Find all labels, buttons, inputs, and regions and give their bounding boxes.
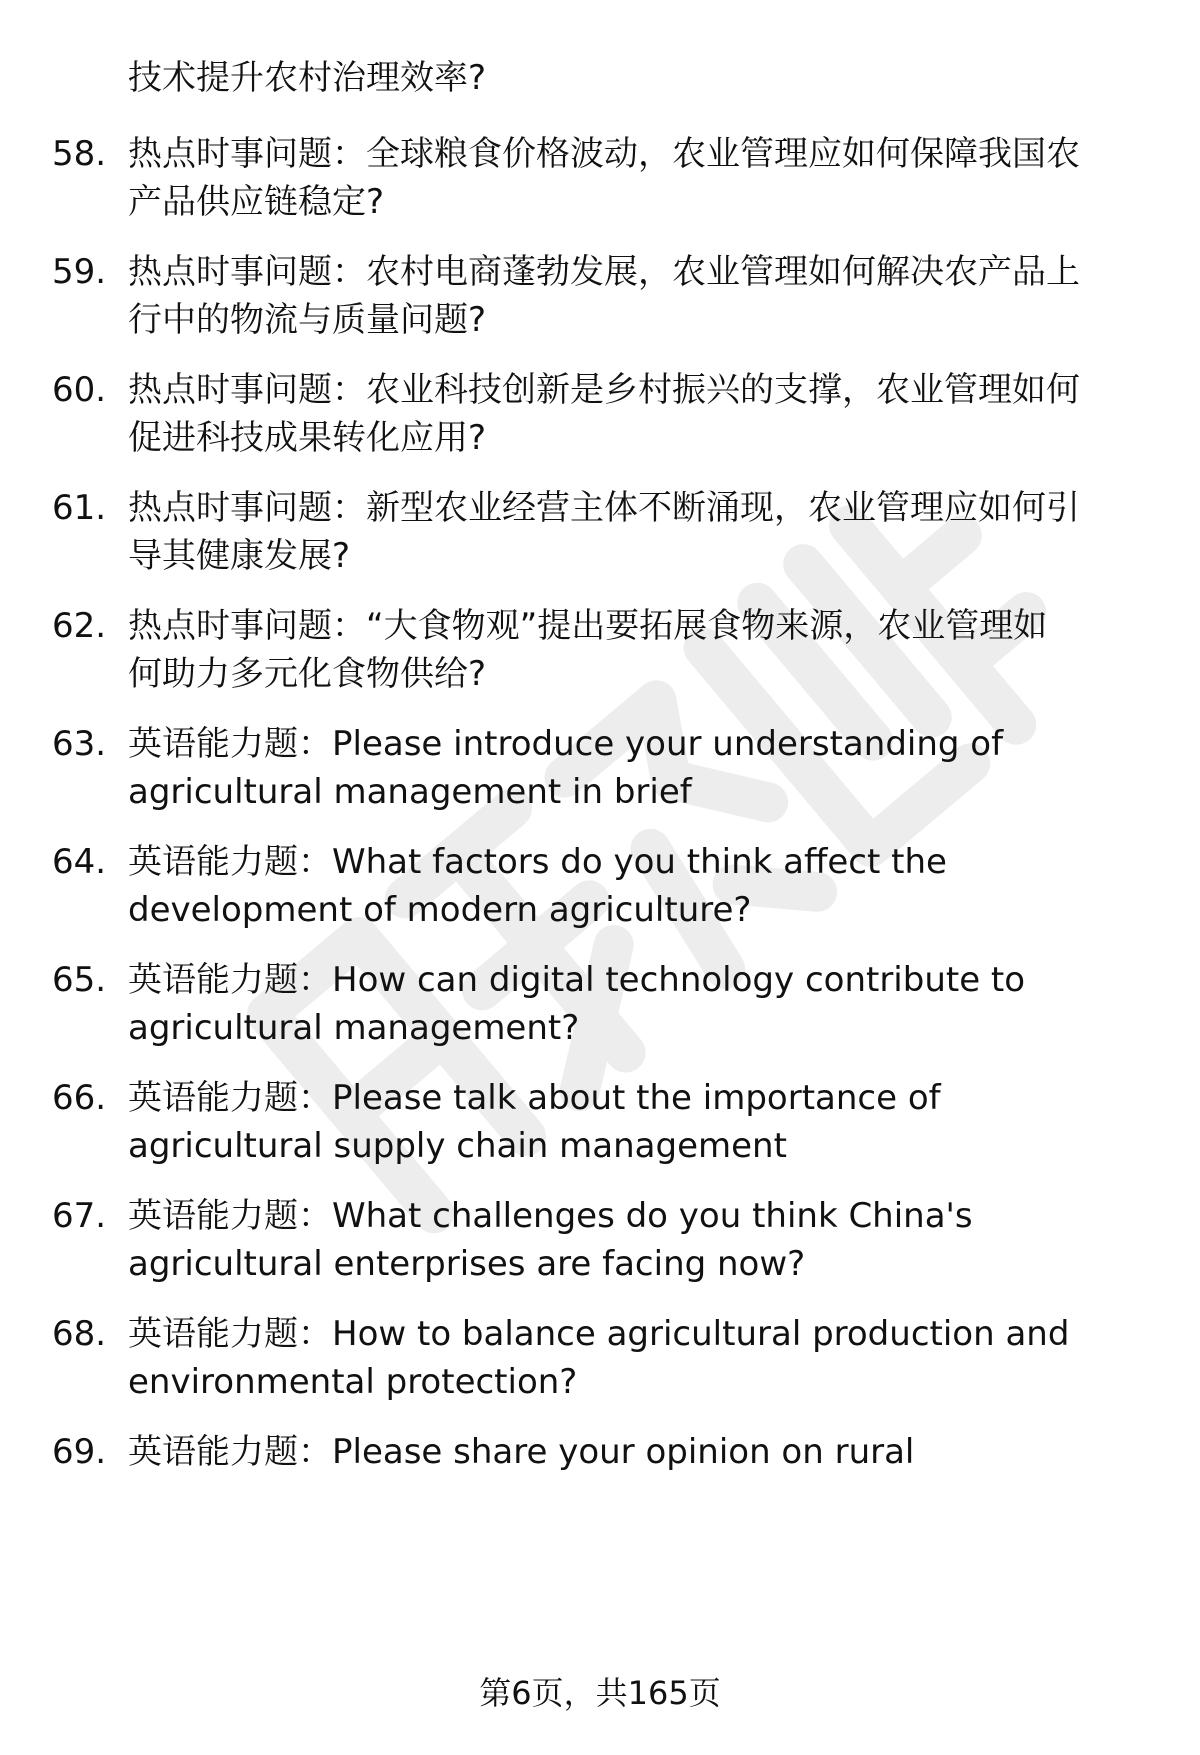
question-item-65: [0, 956, 1200, 1066]
question-text-line-2: agricultural management?: [128, 1008, 580, 1048]
question-item-60: [0, 366, 1200, 476]
question-text-line-2: 促进科技成果转化应用?: [128, 418, 487, 458]
question-number: 60.: [52, 370, 107, 410]
question-item-59: [0, 248, 1200, 358]
page-footer: 第6页，共165页: [479, 1674, 721, 1712]
question-text-line-2: environmental protection?: [128, 1362, 578, 1402]
question-item-66: [0, 1074, 1200, 1184]
question-number: 65.: [52, 960, 107, 1000]
question-text-line-2: 导其健康发展?: [128, 536, 351, 576]
question-text-line-1: 英语能力题：How to balance agricultural production and: [128, 1314, 1070, 1354]
question-text-line-1: 英语能力题：What challenges do you think China's: [128, 1196, 973, 1236]
question-text-line-2: agricultural supply chain management: [128, 1126, 787, 1166]
question-text-line-1: 英语能力题：Please introduce your understanding of: [128, 724, 1004, 764]
question-item-58: [0, 130, 1200, 240]
question-item-69: [0, 1428, 1200, 1538]
question-number: 61.: [52, 488, 107, 528]
question-text-line-1: 热点时事问题：全球粮食价格波动，农业管理应如何保障我国农: [128, 134, 1080, 174]
question-item-62: [0, 602, 1200, 712]
question-item-67: [0, 1192, 1200, 1302]
question-text-line-2: agricultural enterprises are facing now?: [128, 1244, 806, 1284]
question-text-line-1: 英语能力题：How can digital technology contribute to: [128, 960, 1026, 1000]
question-text-line-1: 热点时事问题：新型农业经营主体不断涌现，农业管理应如何引: [128, 488, 1080, 528]
question-text-line-1: 英语能力题：What factors do you think affect the: [128, 842, 947, 882]
question-text-line-2: 产品供应链稳定?: [128, 182, 385, 222]
question-number: 68.: [52, 1314, 107, 1354]
question-text-line-1: 热点时事问题：农业科技创新是乡村振兴的支撑，农业管理如何: [128, 370, 1080, 410]
question-number: 59.: [52, 252, 107, 292]
question-text-line-1: 英语能力题：Please talk about the importance of: [128, 1078, 941, 1118]
question-item-68: [0, 1310, 1200, 1420]
question-number: 67.: [52, 1196, 107, 1236]
question-number: 63.: [52, 724, 107, 764]
question-item-61: [0, 484, 1200, 594]
question-number: 64.: [52, 842, 107, 882]
question-text-line-1: 英语能力题：Please share your opinion on rural: [128, 1432, 915, 1472]
question-text-line-1: 热点时事问题：“大食物观”提出要拓展食物来源，农业管理如: [128, 606, 1048, 646]
question-item-64: [0, 838, 1200, 948]
leading-continuation-line: 技术提升农村治理效率?: [128, 58, 487, 98]
question-number: 62.: [52, 606, 107, 646]
question-number: 58.: [52, 134, 107, 174]
question-text-line-1: 热点时事问题：农村电商蓬勃发展，农业管理如何解决农产品上: [128, 252, 1080, 292]
question-item-63: [0, 720, 1200, 830]
question-number: 66.: [52, 1078, 107, 1118]
question-text-line-2: 行中的物流与质量问题?: [128, 300, 487, 340]
question-number: 69.: [52, 1432, 107, 1472]
question-text-line-2: development of modern agriculture?: [128, 890, 752, 930]
question-text-line-2: 何助力多元化食物供给?: [128, 654, 487, 694]
question-text-line-2: agricultural management in brief: [128, 772, 692, 812]
